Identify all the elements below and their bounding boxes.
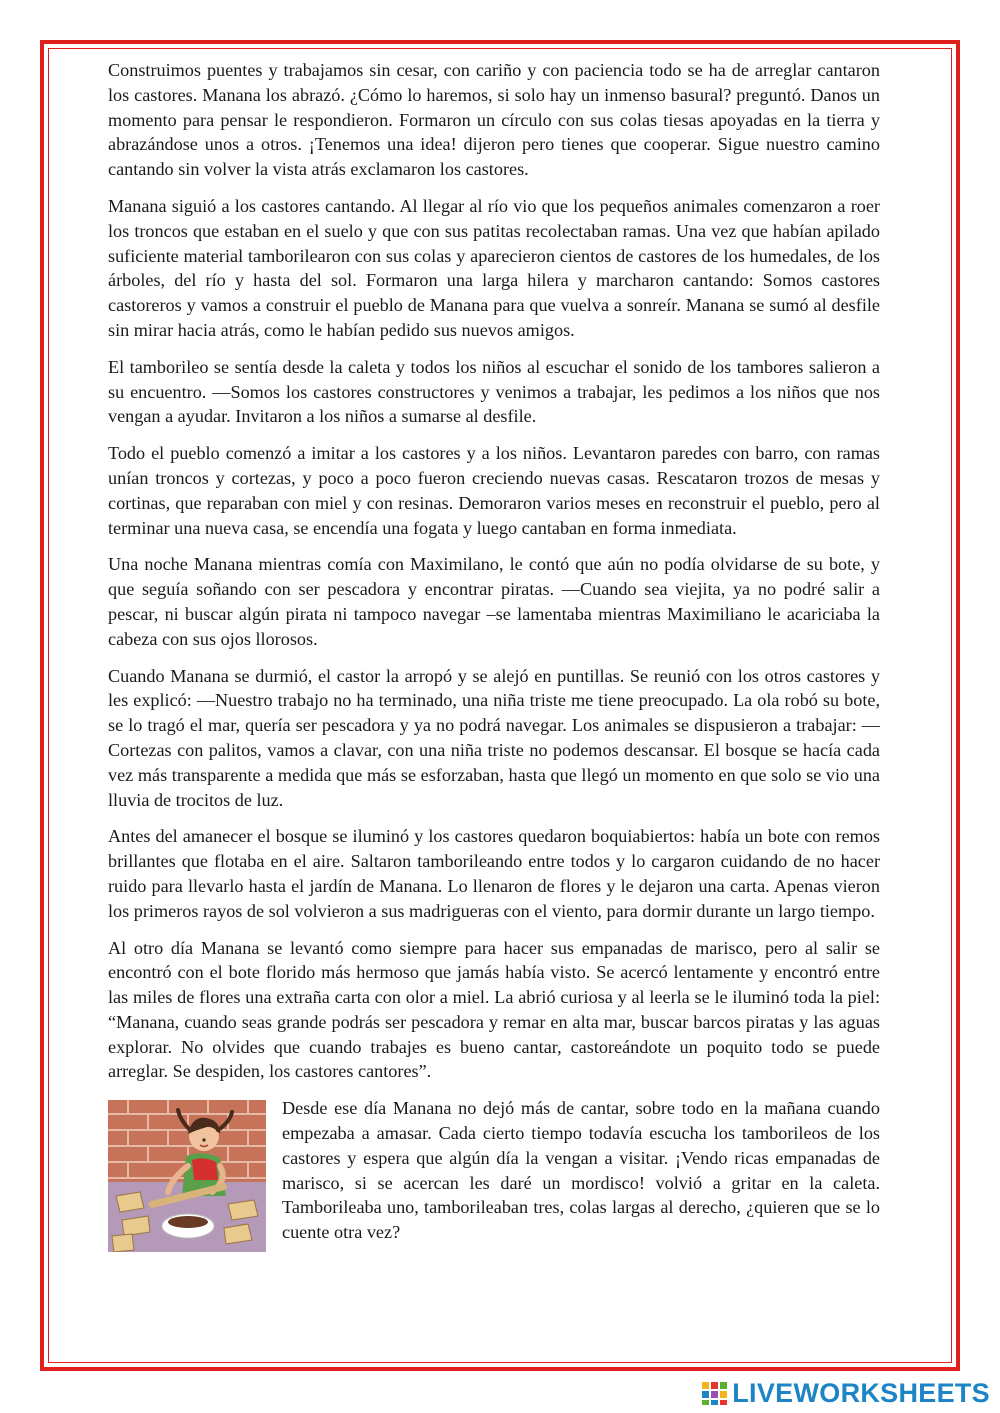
- brand-name: LIVEWORKSHEETS: [732, 1377, 990, 1408]
- story-paragraph-7: Antes del amanecer el bosque se iluminó y los castores quedaron boquiabiertos: había un bote con remos brillantes que flotaba en el aire. Saltaron tamborileando entre todos y lo cargaron cuidando de no hacer ruido para llevarlo hasta el jardín de Manana. Lo llenaron de flores y le dejaron una carta. Apenas vieron los primeros rayos de sol volvieron a sus madrigueras con el viento, para dormir durante un largo tiempo.: [108, 826, 880, 921]
- story-paragraph-1: Construimos puentes y trabajamos sin cesar, con cariño y con paciencia todo se ha de arreglar cantaron los castores. Manana los abrazó. ¿Cómo lo haremos, si solo hay un inmenso basural? preguntó. Danos un momento para pensar le respondieron. Formaron un círculo con sus colas tiesas apoyadas en la tierra y abrazándose unos a otros. ¡Tenemos una idea! dijeron pero tienes que cooperar. Sigue nuestro camino cantando sin volver la vista atrás exclamaron los castores.: [108, 60, 880, 180]
- footer-brand: [701, 1377, 990, 1409]
- story-paragraph-2: Manana siguió a los castores cantando. Al llegar al río vio que los pequeños animales comenzaron a roer los troncos que estaban en el suelo y que con sus patitas recolectaban ramas. Una vez que habían apilado suficiente material tamborilearon con sus colas y aparecieron cientos de castores de los humedales, de los árboles, del río y hasta del sol. Formaron una larga hilera y marcharon cantando: Somos castores castoreros y vamos a construir el pueblo de Manana para que vuelva a sonreír. Manana se sumó al desfile sin mirar hacia atrás, como le habían pedido sus nuevos amigos.: [108, 195, 880, 340]
- girl-making-empanadas-illustration: [108, 1100, 266, 1252]
- story-paragraph-9: Desde ese día Manana no dejó más de cantar, sobre todo en la mañana cuando empezaba a amasar. Cada cierto tiempo todavía escucha los tamborileos de los castores y espera que algún día la vengan a visitar. ¡Vendo ricas empanadas de marisco, si se acercan les daré un mordisco! volvió a gritar en la caleta. Tamborileaba uno, tamborileaban tres, colas largas al derecho, ¿quieren que se lo cuente otra vez?: [282, 1098, 880, 1243]
- story-paragraph-8: Al otro día Manana se levantó como siempre para hacer sus empanadas de marisco, pero al salir se encontró con el bote florido más hermoso que jamás había visto. Se acercó lentamente y encontró entre las miles de flores una extraña carta con olor a miel. La abrió curiosa y al leerla se le iluminó toda la piel: “Manana, cuando seas grande podrás ser pescadora y remar en alta mar, buscar barcos piratas y las aguas explorar. No olvides que cuando trabajes es bueno cantar, castoreándote un poquito todo se puede arreglar. Se despiden, los castores cantores”.: [108, 937, 880, 1082]
- story-paragraph-3: El tamborileo se sentía desde la caleta y todos los niños al escuchar el sonido de los tambores salieron a su encuentro. —Somos los castores constructores y venimos a trabajar, les pedimos a los niños que nos vengan a ayudar. Invitaron a los niños a sumarse al desfile.: [108, 356, 880, 427]
- story-paragraph-5: Una noche Manana mientras comía con Maximilano, le contó que aún no podía olvidarse de su bote, y que seguía soñando con ser pescadora y encontrar piratas. —Cuando sea viejita, ya no podré salir a pescar, ni buscar algún pirata ni tampoco navegar –se lamentaba mientras Maximiliano le acariciaba la cabeza con sus ojos llorosos.: [108, 554, 880, 649]
- story-paragraph-6: Cuando Manana se durmió, el castor la arropó y se alejó en puntillas. Se reunió con los otros castores y les explicó: —Nuestro trabajo no ha terminado, una niña triste me tiene preocupado. La ola robó su bote, se lo tragó el mar, quería ser pescadora y ya no podrá navegar. Los animales se dispusieron a trabajar: —Cortezas con palitos, vamos a clavar, con una niña triste no podemos descansar. El bosque se hacía cada vez más transparente a medida que más se esforzaban, hasta que llegó un momento en que solo se vio una lluvia de trocitos de luz.: [108, 665, 880, 810]
- liveworksheets-logo-icon: [701, 1379, 729, 1407]
- closing-section: [108, 1096, 880, 1252]
- story-paragraph-4: Todo el pueblo comenzó a imitar a los castores y a los niños. Levantaron paredes con barro, con ramas unían troncos y cortezas, y poco a poco fueron creciendo nuevas casas. Rescataron trozos de mesas y cortinas, que reparaban con miel y con resinas. Demoraron varios meses en reconstruir el pueblo, pero al terminar una nueva casa, se encendía una fogata y luego cantaban en forma inmediata.: [108, 443, 880, 538]
- story-text: [108, 58, 880, 1252]
